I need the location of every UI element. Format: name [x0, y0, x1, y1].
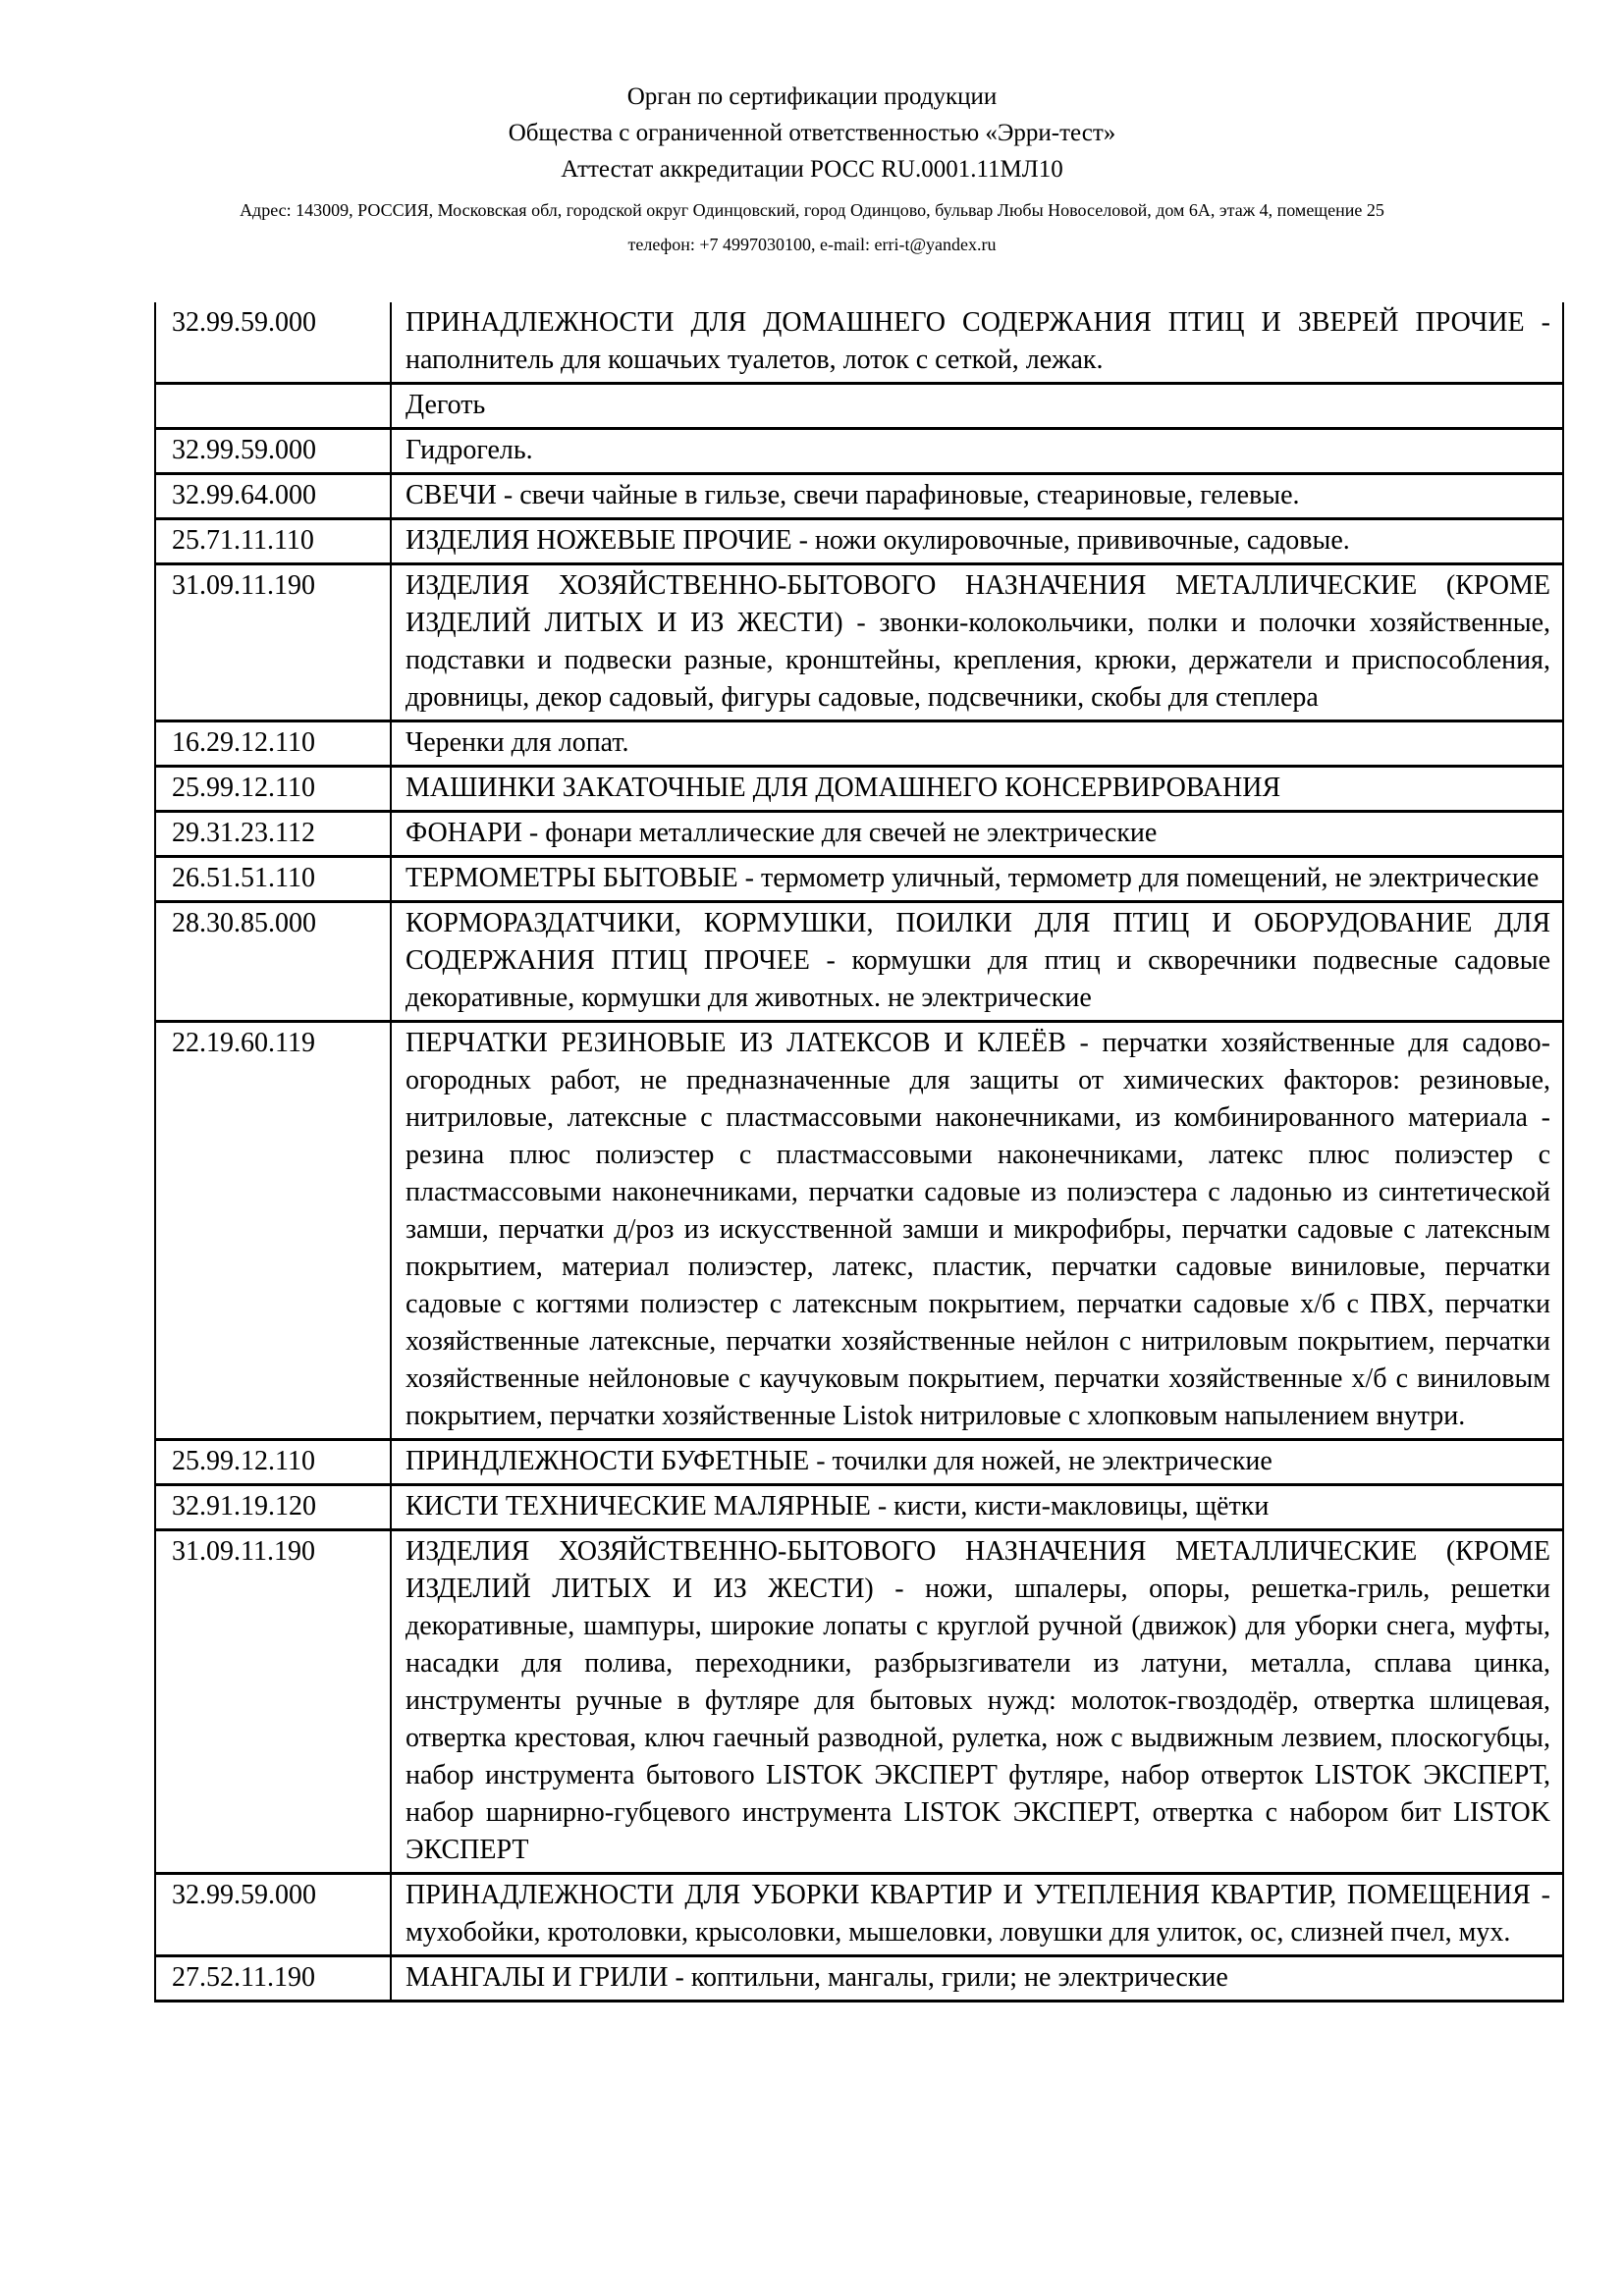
product-description: СВЕЧИ - свечи чайные в гильзе, свечи парафиновые, стеариновые, гелевые.: [391, 474, 1563, 519]
product-code: 32.99.59.000: [155, 429, 391, 474]
product-description: ПРИНАДЛЕЖНОСТИ ДЛЯ УБОРКИ КВАРТИР И УТЕПЛЕНИЯ КВАРТИР, ПОМЕЩЕНИЯ - мухобойки, кротоловки, крысоловки, мышеловки, ловушки для улиток, ос, слизней пчел, мух.: [391, 1874, 1563, 1956]
product-description: ИЗДЕЛИЯ ХОЗЯЙСТВЕННО-БЫТОВОГО НАЗНАЧЕНИЯ МЕТАЛЛИЧЕСКИЕ (КРОМЕ ИЗДЕЛИЙ ЛИТЫХ И ИЗ ЖЕСТИ) - ножи, шпалеры, опоры, решетка-гриль, решетки декоративные, шампуры, широкие лопаты с круглой ручной (движок) для уборки снега, муфты, насадки для полива, переходники, разбрызгиватели из латуни, металла, сплава цинка, инструменты ручные в футляре для бытовых нужд: молоток-гвоздодёр, отвертка шлицевая, отвертка крестовая, ключ гаечный разводной, рулетка, нож с выдвижным лезвием, плоскогубцы, набор инструмента бытового LISTOK ЭКСПЕРТ футляре, набор отверток LISTOK ЭКСПЕРТ, набор шарнирно-губцевого инструмента LISTOK ЭКСПЕРТ, отвертка с набором бит LISTOK ЭКСПЕРТ: [391, 1530, 1563, 1874]
document-header: [0, 0, 1624, 257]
product-description: ИЗДЕЛИЯ НОЖЕВЫЕ ПРОЧИЕ - ножи окулировочные, прививочные, садовые.: [391, 519, 1563, 564]
product-description: МАНГАЛЫ И ГРИЛИ - коптильни, мангалы, грили; не электрические: [391, 1956, 1563, 2002]
product-description: ПРИНДЛЕЖНОСТИ БУФЕТНЫЕ - точилки для ножей, не электрические: [391, 1440, 1563, 1485]
product-description: КОРМОРАЗДАТЧИКИ, КОРМУШКИ, ПОИЛКИ ДЛЯ ПТИЦ И ОБОРУДОВАНИЕ ДЛЯ СОДЕРЖАНИЯ ПТИЦ ПРОЧЕЕ - кормушки для птиц и скворечники подвесные садовые декоративные, кормушки для животных. не электрические: [391, 902, 1563, 1022]
product-code: 31.09.11.190: [155, 564, 391, 721]
product-code: 32.99.59.000: [155, 1874, 391, 1956]
product-table: [154, 302, 1564, 2002]
table-row: [155, 1956, 1563, 2002]
product-description: ПРИНАДЛЕЖНОСТИ ДЛЯ ДОМАШНЕГО СОДЕРЖАНИЯ ПТИЦ И ЗВЕРЕЙ ПРОЧИЕ - наполнитель для кошачьих туалетов, лоток с сеткой, лежак.: [391, 302, 1563, 384]
address-line: Адрес: 143009, РОССИЯ, Московская обл, городской округ Одинцовский, город Одинцово, бульвар Любы Новоселовой, дом 6А, этаж 4, помещение 25: [240, 200, 1384, 220]
table-row: [155, 1485, 1563, 1530]
product-description: ПЕРЧАТКИ РЕЗИНОВЫЕ ИЗ ЛАТЕКСОВ И КЛЕЁВ - перчатки хозяйственные для садово-огородных работ, не предназначенные для защиты от химических факторов: резиновые, нитриловые, латексные с пластмассовыми наконечниками, из комбинированного материала - резина плюс полиэстер с пластмассовыми наконечниками, латекс плюс полиэстер с пластмассовыми наконечниками, перчатки садовые из полиэстера с ладонью из синтетической замши, перчатки д/роз из искусственной замши и микрофибры, перчатки садовые с латексным покрытием, материал полиэстер, латекс, пластик, перчатки садовые виниловые, перчатки садовые с когтями полиэстер с латексным покрытием, перчатки садовые х/б с ПВХ, перчатки хозяйственные латексные, перчатки хозяйственные нейлон с нитриловым покрытием, перчатки хозяйственные нейлоновые с каучуковым покрытием, перчатки хозяйственные х/б с виниловым покрытием, перчатки хозяйственные Listok нитриловые с хлопковым напылением внутри.: [391, 1022, 1563, 1440]
contact-line: телефон: +7 4997030100, e-mail: erri-t@yandex.ru: [627, 235, 997, 254]
product-description: КИСТИ ТЕХНИЧЕСКИЕ МАЛЯРНЫЕ - кисти, кисти-макловицы, щётки: [391, 1485, 1563, 1530]
table-row: [155, 384, 1563, 429]
product-code: 32.99.59.000: [155, 302, 391, 384]
product-description: ИЗДЕЛИЯ ХОЗЯЙСТВЕННО-БЫТОВОГО НАЗНАЧЕНИЯ МЕТАЛЛИЧЕСКИЕ (КРОМЕ ИЗДЕЛИЙ ЛИТЫХ И ИЗ ЖЕСТИ) - звонки-колокольчики, полки и полочки хозяйственные, подставки и подвески разные, кронштейны, крепления, крюки, держатели и приспособления, дровницы, декор садовый, фигуры садовые, подсвечники, скобы для степлера: [391, 564, 1563, 721]
product-code: 22.19.60.119: [155, 1022, 391, 1440]
product-code: 25.99.12.110: [155, 1440, 391, 1485]
product-code: 25.99.12.110: [155, 767, 391, 812]
table-row: [155, 1874, 1563, 1956]
table-row: [155, 1440, 1563, 1485]
table-row: [155, 857, 1563, 902]
table-row: [155, 1530, 1563, 1874]
table-row: [155, 721, 1563, 767]
table-row: [155, 474, 1563, 519]
product-description: ФОНАРИ - фонари металлические для свечей не электрические: [391, 812, 1563, 857]
product-code: 25.71.11.110: [155, 519, 391, 564]
table-row: [155, 767, 1563, 812]
product-code: 31.09.11.190: [155, 1530, 391, 1874]
product-code: [155, 384, 391, 429]
product-code: 27.52.11.190: [155, 1956, 391, 2002]
product-code: 28.30.85.000: [155, 902, 391, 1022]
table-row: [155, 302, 1563, 384]
product-description: Гидрогель.: [391, 429, 1563, 474]
org-title-line1: Орган по сертификации продукции: [626, 83, 998, 110]
product-code: 29.31.23.112: [155, 812, 391, 857]
product-code: 16.29.12.110: [155, 721, 391, 767]
product-table-body: [155, 302, 1563, 2002]
accreditation-line: Аттестат аккредитации РОСС RU.0001.11МЛ10: [561, 156, 1063, 183]
product-description: Деготь: [391, 384, 1563, 429]
product-code: 32.99.64.000: [155, 474, 391, 519]
table-row: [155, 902, 1563, 1022]
table-row: [155, 1022, 1563, 1440]
product-description: ТЕРМОМЕТРЫ БЫТОВЫЕ - термометр уличный, термометр для помещений, не электрические: [391, 857, 1563, 902]
product-description: МАШИНКИ ЗАКАТОЧНЫЕ ДЛЯ ДОМАШНЕГО КОНСЕРВИРОВАНИЯ: [391, 767, 1563, 812]
product-description: Черенки для лопат.: [391, 721, 1563, 767]
org-title-line2: Общества с ограниченной ответственностью «Эрри-тест»: [508, 120, 1116, 146]
table-row: [155, 429, 1563, 474]
product-code: 26.51.51.110: [155, 857, 391, 902]
table-row: [155, 812, 1563, 857]
product-code: 32.91.19.120: [155, 1485, 391, 1530]
table-row: [155, 519, 1563, 564]
table-row: [155, 564, 1563, 721]
